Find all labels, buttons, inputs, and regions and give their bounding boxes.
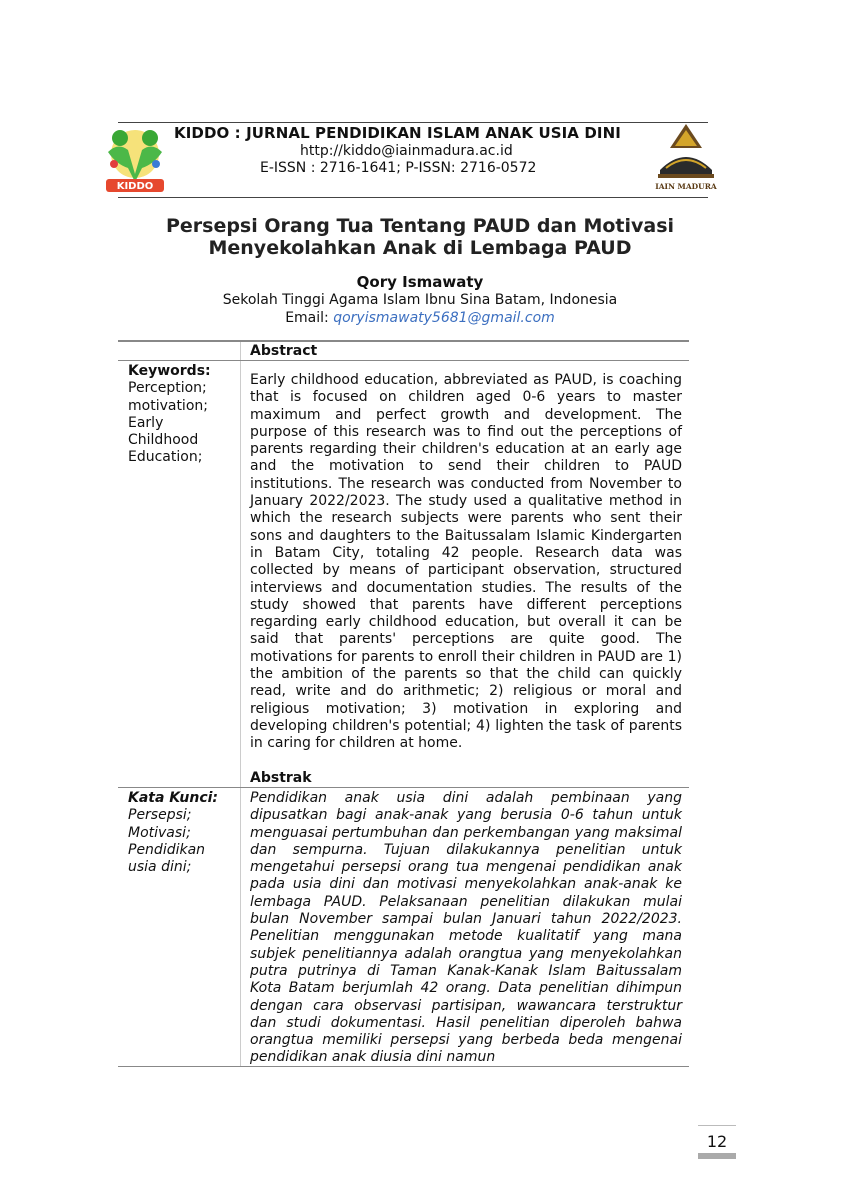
- abstract-heading: Abstract: [250, 343, 318, 359]
- column-divider: [240, 342, 241, 1066]
- keywords-indonesian: [128, 790, 236, 876]
- keyword-item: Pendidikan: [128, 841, 206, 858]
- keyword-item: motivation;: [128, 397, 208, 414]
- header-rule-bottom: [118, 197, 708, 198]
- kiddo-logo-text: KIDDO: [116, 181, 154, 192]
- abstract-english-body: Early childhood education, abbreviated as PAUD, is coaching that is focused on children aged 0-6 years to master maximum and perfect growth and development. The purpose of this research was to find out the perceptions of parents regarding their children's education at an early age and the motivation to send their children to PAUD institutions. The research was conducted from November to January 2022/2023. The study used a qualitative method in which the research subjects were parents who sent their sons and daughters to the Baitussalam Islamic Kindergarten in Batam City, totaling 42 people. Research data was collected by means of participant observation, structured interviews and documentation studies. The results of the study showed that parents have different perceptions regarding early childhood education, but overall it can be said that parents' perceptions are quite good. The motivations for parents to enroll their children in PAUD are 1) the ambition of the parents so that the child can quickly read, write and do arithmetic; 2) religious or moral and religious motivation; 3) motivation in exploring and developing children's potential; 4) lighten the task of parents in caring for children at home.: [250, 372, 682, 752]
- author-email-link[interactable]: qoryismawaty5681@gmail.com: [333, 310, 555, 326]
- keyword-item: Childhood: [128, 432, 199, 449]
- abstrak-heading-rule: [240, 787, 689, 788]
- journal-name: KIDDO : JURNAL PENDIDIKAN ISLAM ANAK USIA DINI: [174, 124, 621, 142]
- article-title: [100, 215, 740, 259]
- page-number-rule: [698, 1125, 736, 1126]
- author-name: Qory Ismawaty: [356, 273, 484, 291]
- keywords-english: [128, 363, 236, 467]
- kiddo-logo: [100, 124, 170, 194]
- iain-madura-logo: [652, 122, 720, 194]
- abstract-heading-rule: [240, 360, 689, 361]
- keyword-item: usia dini;: [128, 859, 192, 876]
- page-number: 12: [706, 1132, 728, 1151]
- journal-url[interactable]: http://kiddo@iainmadura.ac.id: [300, 143, 513, 159]
- keyword-item: Perception;: [128, 380, 207, 397]
- article-title-line-2: Menyekolahkan Anak di Lembaga PAUD: [208, 237, 632, 259]
- author-email-line: [100, 310, 740, 326]
- keyword-item: Motivasi;: [128, 824, 191, 841]
- kata-kunci-label: Kata Kunci:: [128, 790, 219, 806]
- abstrak-indonesian-body: Pendidikan anak usia dini adalah pembinaan yang dipusatkan bagi anak-anak yang berusia 0-6 tahun untuk menguasai pertumbuhan dan perkembangan yang maksimal dan sempurna. Tujuan dilakukannya penelitian untuk mengetahui persepsi orang tua mengenai pendidikan anak pada usia dini dan motivasi menyekolahkan anak-anak ke lembaga PAUD. Pelaksanaan penelitian dilakukan mulai bulan November sampai bulan Januari tahun 2022/2023. Penelitian menggunakan metode kualitatif yang mana subjek penelitiannya adalah orangtua yang menyekolahkan putra putrinya di Taman Kanak-Kanak Islam Baitussalam Kota Batam berjumlah 42 orang. Data penelitian dihimpun dengan cara observasi partisipan, wawancara terstruktur dan studi dokumentasi. Hasil penelitian diperoleh bahwa orangtua memiliki persepsi yang berbeda beda mengenai pendidikan anak diusia dini namun: [250, 790, 682, 1066]
- iain-madura-logo-text: IAIN MADURA: [655, 182, 717, 191]
- abstrak-heading: Abstrak: [250, 770, 312, 786]
- table-rule-top: [118, 340, 689, 342]
- article-title-line-1: Persepsi Orang Tua Tentang PAUD dan Motivasi: [165, 215, 675, 237]
- keyword-item: Persepsi;: [128, 807, 192, 824]
- keywords-rule: [118, 360, 240, 361]
- journal-issn: E-ISSN : 2716-1641; P-ISSN: 2716-0572: [260, 160, 537, 176]
- email-label: Email:: [285, 310, 329, 326]
- keyword-item: Education;: [128, 449, 203, 466]
- keywords-label: Keywords:: [128, 363, 211, 379]
- author-affiliation: Sekolah Tinggi Agama Islam Ibnu Sina Batam, Indonesia: [222, 292, 618, 308]
- page-number-bar: [698, 1153, 736, 1159]
- table-rule-bottom: [118, 1066, 689, 1067]
- keyword-item: Early: [128, 414, 164, 431]
- kata-kunci-rule: [118, 787, 240, 788]
- header-rule-top: [118, 122, 708, 123]
